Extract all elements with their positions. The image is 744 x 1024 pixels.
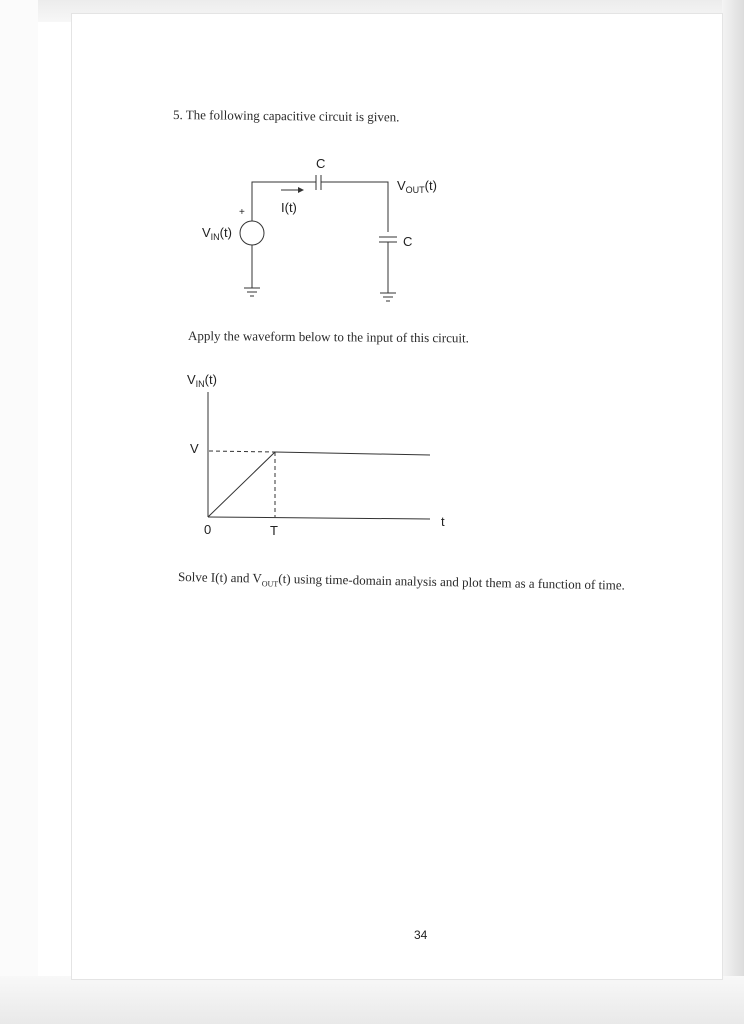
solve-suffix: (t) using time-domain analysis and plot them as a function of time. — [278, 570, 626, 593]
x-axis — [208, 517, 430, 519]
level-guide-dashed — [209, 451, 275, 452]
waveform-y-label: $V_{IN}(t)$ — [187, 372, 217, 389]
hold-segment — [275, 452, 430, 455]
ramp-end-label: T — [270, 523, 278, 538]
solve-subscript: OUT — [261, 579, 279, 589]
solve-prefix: Solve I(t) and V — [177, 569, 263, 586]
current-label: I(t) — [281, 200, 297, 215]
apply-instruction: Apply the waveform below to the input of this circuit. — [187, 328, 469, 346]
problem-number: 5. — [172, 107, 183, 123]
ramp-segment — [208, 452, 275, 517]
plus-sign: + — [239, 207, 245, 218]
series-capacitor-label: C — [316, 156, 326, 171]
x-axis-label: t — [441, 514, 445, 529]
shunt-capacitor-label: C — [403, 234, 413, 249]
vin-label: $V_{IN}(t)$ — [202, 225, 232, 242]
origin-label: 0 — [204, 522, 212, 537]
level-label: V — [190, 441, 199, 456]
problem-text: The following capacitive circuit is given. — [185, 107, 400, 125]
page-number: 34 — [414, 928, 428, 942]
vout-label: $V_{OUT}(t)$ — [397, 178, 437, 195]
